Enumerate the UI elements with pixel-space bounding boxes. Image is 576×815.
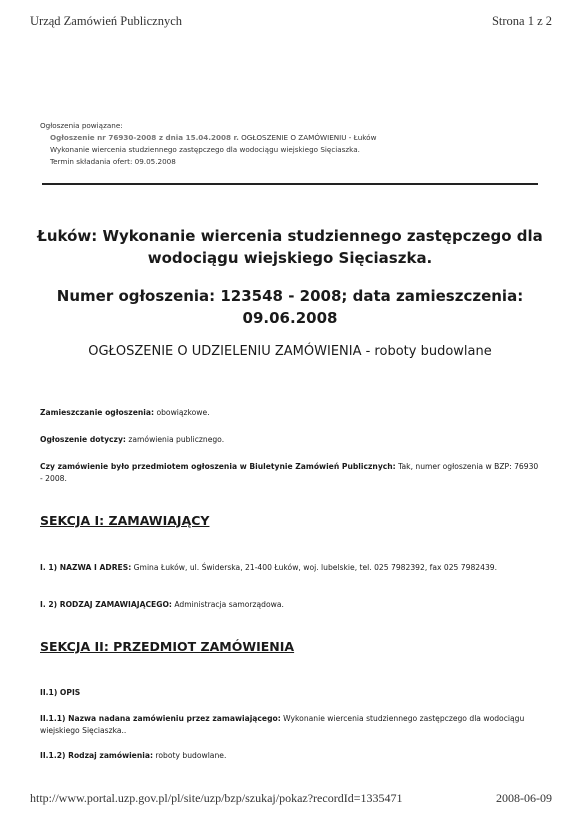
related-notice-line xyxy=(40,132,376,144)
field-bzp xyxy=(40,461,540,485)
related-heading: Ogłoszenia powiązane: xyxy=(40,121,123,130)
name-address-value: Gmina Łuków, ul. Świderska, 21-400 Łuków, woj. lubelskie, tel. 025 7982392, fax 025 7982439. xyxy=(131,563,498,572)
order-kind-value: roboty budowlane. xyxy=(153,751,227,760)
order-kind-label: II.1.2) Rodzaj zamówienia: xyxy=(40,751,154,760)
notice-number-line-2: 09.06.2008 xyxy=(242,309,338,327)
related-notice-type: OGŁOSZENIE O ZAMÓWIENIU - Łuków xyxy=(238,133,377,142)
field-bzp-value: Tak, numer ogłoszenia w BZP: 76930 - 2008. xyxy=(40,462,539,483)
divider xyxy=(42,183,538,185)
title-line-1: Łuków: Wykonanie wiercenia studziennego zastępczego dla xyxy=(37,227,543,245)
related-notice-link[interactable]: Ogłoszenie nr 76930-2008 z dnia 15.04.2008 r. xyxy=(50,133,239,142)
section-1-type xyxy=(40,599,540,611)
contracting-type-label: I. 2) RODZAJ ZAMAWIAJĄCEGO: xyxy=(40,600,172,609)
related-notice-deadline: Termin składania ofert: 09.05.2008 xyxy=(50,157,176,166)
field-concerns-value: zamówienia publicznego. xyxy=(125,435,225,444)
notice-number xyxy=(30,285,550,329)
field-concerns xyxy=(40,434,540,446)
order-name-label: II.1.1) Nazwa nadana zamówieniu przez zamawiającego: xyxy=(40,714,281,723)
section-2-name xyxy=(40,713,540,737)
field-posting-value: obowiązkowe. xyxy=(154,408,210,417)
footer-url[interactable]: http://www.portal.uzp.gov.pl/pl/site/uzp/bzp/szukaj/pokaz?recordId=1335471 xyxy=(30,791,403,805)
section-2-heading: SEKCJA II: PRZEDMIOT ZAMÓWIENIA xyxy=(40,639,295,654)
section-2-opis xyxy=(40,687,540,699)
header-org: Urząd Zamówień Publicznych xyxy=(30,14,183,28)
contracting-type-value: Administracja samorządowa. xyxy=(171,600,284,609)
field-concerns-label: Ogłoszenie dotyczy: xyxy=(40,435,126,444)
section-1-heading: SEKCJA I: ZAMAWIAJĄCY xyxy=(40,513,210,528)
page-indicator: Strona 1 z 2 xyxy=(491,14,552,28)
section-1-name-address xyxy=(40,562,540,574)
footer-date: 2008-06-09 xyxy=(496,791,552,805)
field-bzp-label: Czy zamówienie było przedmiotem ogłoszenia w Biuletynie Zamówień Publicznych: xyxy=(40,462,396,471)
notice-type: OGŁOSZENIE O UDZIELENIU ZAMÓWIENIA - roboty budowlane xyxy=(88,344,492,359)
field-posting xyxy=(40,407,540,419)
notice-number-line-1: Numer ogłoszenia: 123548 - 2008; data zamieszczenia: xyxy=(56,287,524,305)
order-name-value: Wykonanie wiercenia studziennego zastępczego dla wodociągu wiejskiego Sięciaszka.. xyxy=(40,714,525,735)
related-notices xyxy=(40,120,376,168)
field-posting-label: Zamieszczanie ogłoszenia: xyxy=(40,408,155,417)
name-address-label: I. 1) NAZWA I ADRES: xyxy=(40,563,132,572)
opis-label: II.1) OPIS xyxy=(40,688,81,697)
page-title xyxy=(30,225,550,269)
title-line-2: wodociągu wiejskiego Sięciaszka. xyxy=(147,249,433,267)
section-2-kind xyxy=(40,750,540,762)
related-notice-description: Wykonanie wiercenia studziennego zastępczego dla wodociągu wiejskiego Sięciaszka. xyxy=(50,145,360,154)
